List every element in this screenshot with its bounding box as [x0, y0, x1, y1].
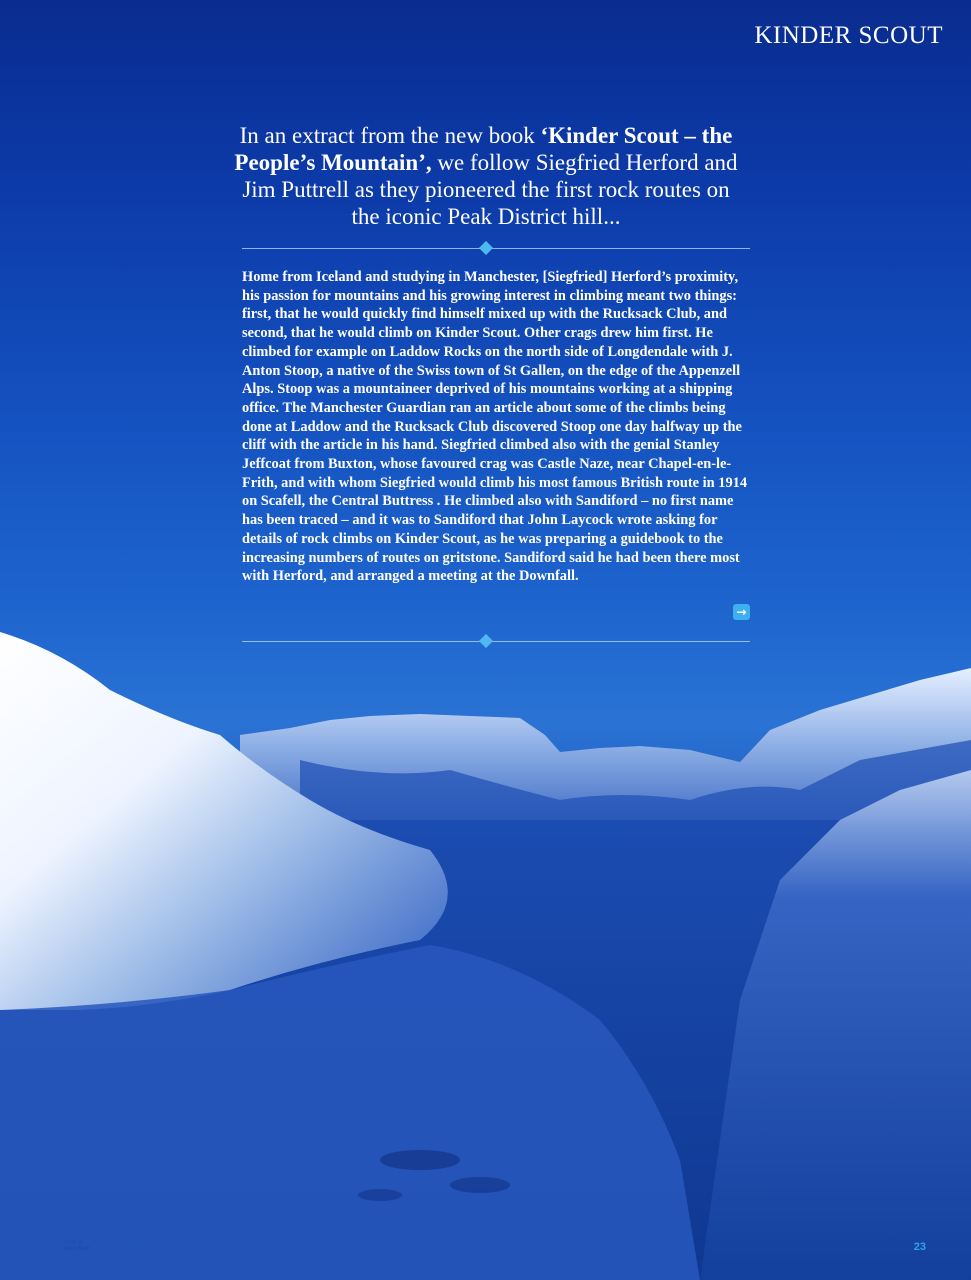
- article-body: Home from Iceland and studying in Manchester, [Siegfried] Herford’s proximity, his passion for mountains and his growing interest in climbing meant two things: first, that he would quickly find himself mixed up with the Rucksack Club, and second, that he would climb on Kinder Scout. Other crags drew him first. He climbed for example on Laddow Rocks on the north side of Longdendale with J. Anton Stoop, a native of the Swiss town of St Gallen, on the edge of the Appenzell Alps. Stoop was a mountaineer deprived of his mountains working at a shipping office. The Manchester Guardian ran an article about some of the climbs being done at Laddow and the Rucksack Club discovered Stoop one day halfway up the cliff with the article in his hand. Siegfried climbed also with the genial Stanley Jeffcoat from Buxton, whose favoured crag was Castle Naze, near Chapel-en-le-Frith, and with whom Siegfried would climb his most famous British route in 1914 on Scafell, the Central Buttress . He climbed also with Sandiford – no first name has been traced – and it was to Sandiford that John Laycock wrote asking for details of rock climbs on Kinder Scout, as he was preparing a guidebook to the increasing numbers of routes on gritstone. Sandiford said he had been there most with Herford, and arranged a meeting at the Downfall.: [242, 269, 748, 585]
- divider-bottom: [242, 641, 750, 642]
- standfirst-tail: we follow Siegfried Herford and Jim Puttrell as they pioneered the first rock routes on the iconic Peak District hill...: [242, 150, 738, 229]
- article-standfirst: [230, 122, 742, 230]
- arrow-right-icon: →: [733, 604, 750, 620]
- book-title: ‘Kinder Scout – the People’s Mountain’,: [234, 123, 733, 175]
- section-title: KINDER SCOUT: [754, 22, 943, 49]
- magazine-logo: [64, 1240, 91, 1254]
- logo-line-1: Trek &: [64, 1240, 83, 1246]
- page-number: 23: [913, 1241, 926, 1253]
- logo-line-2: Mountain: [64, 1246, 91, 1252]
- issue-date: JULY/AUGUST 2018: [88, 1241, 196, 1253]
- divider-top: [242, 248, 750, 249]
- standfirst-lead: In an extract from the new book: [239, 123, 541, 148]
